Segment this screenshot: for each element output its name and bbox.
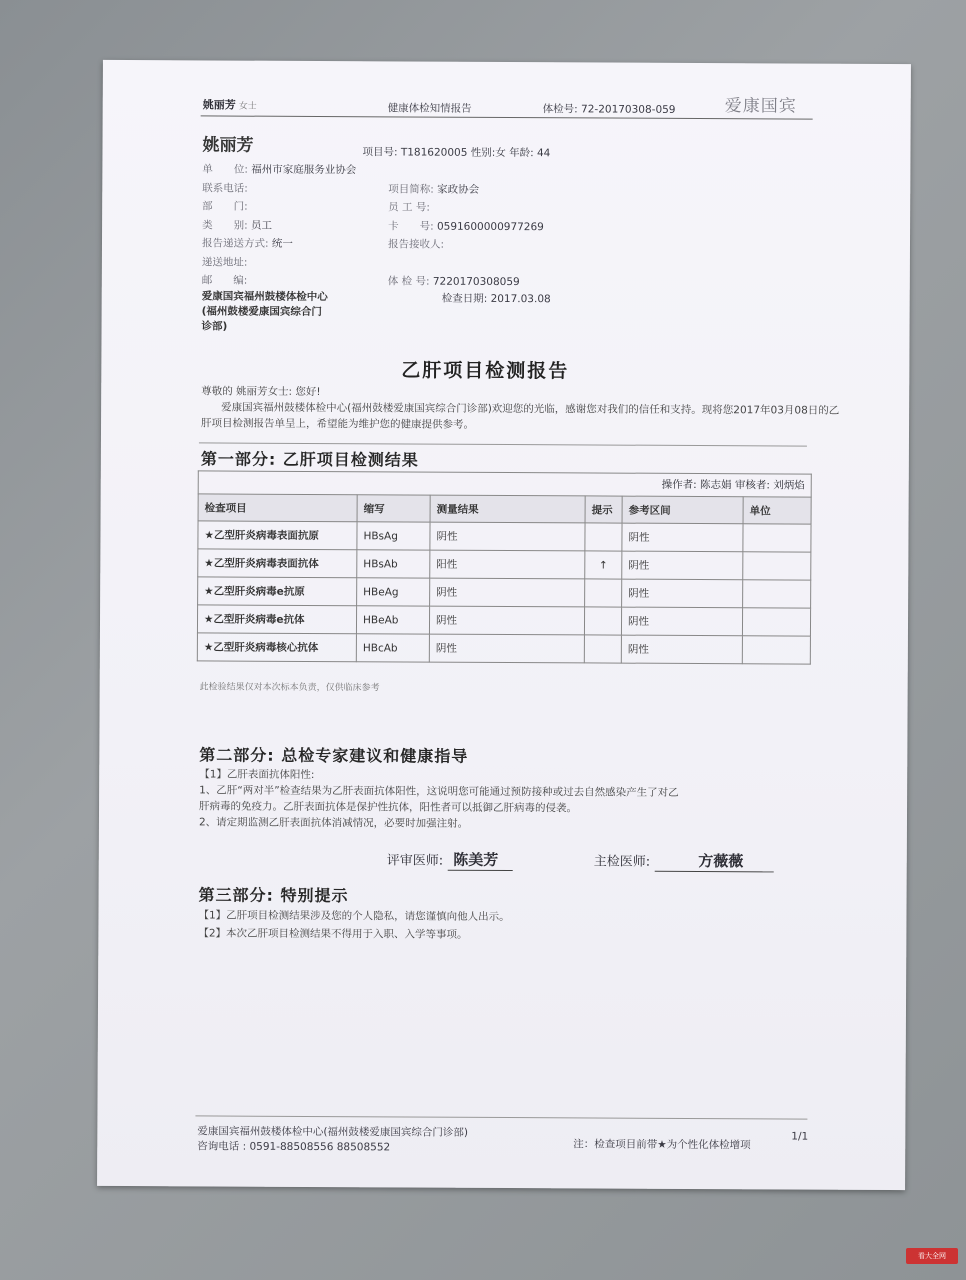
- chief-signature: [594, 849, 774, 872]
- lab-disclaimer: 此检验结果仅对本次标本负责，仅供临床参考: [199, 682, 380, 694]
- info-value: 7220170308059: [432, 275, 520, 289]
- col-unit: 单位: [743, 497, 811, 524]
- report-paper: [97, 60, 911, 1190]
- info-label: 报告递送方式:: [201, 237, 269, 250]
- col-abbr: 缩写: [357, 495, 430, 522]
- note-line: 【1】乙肝项目检测结果涉及您的个人隐私，请您谨慎向他人出示。: [198, 909, 510, 924]
- reviewer-signature: [387, 848, 513, 871]
- part2-heading: 第二部分: 总检专家建议和健康指导: [199, 745, 469, 766]
- part3-notes: [198, 906, 509, 944]
- info-label: 部 门:: [202, 200, 248, 213]
- info-right-field: [388, 199, 430, 214]
- result-cell-unit: [742, 636, 810, 664]
- info-right-field: [388, 181, 479, 196]
- advice-line: 【1】乙肝表面抗体阳性:: [199, 768, 315, 782]
- result-row: [198, 549, 811, 580]
- reviewer-label: 评审医师:: [386, 853, 444, 869]
- info-label: 报告接收人:: [387, 238, 445, 251]
- part3-heading: 第三部分: 特别提示: [198, 885, 349, 906]
- result-cell-ref: 阴性: [621, 607, 742, 636]
- result-cell-item: ★乙型肝炎病毒核心抗体: [197, 633, 356, 662]
- info-label: 邮 编:: [201, 274, 248, 287]
- project-line: 项目号: T181620005 性别:女 年龄: 44: [362, 146, 551, 160]
- footer-note: 注：检查项目前带★为个性化体检增项: [573, 1138, 751, 1152]
- result-cell-hint: [584, 635, 621, 663]
- info-value: 0591600000977269: [436, 220, 544, 233]
- result-cell-abbr: HBsAg: [357, 522, 430, 550]
- result-cell-abbr: HBeAg: [357, 578, 430, 606]
- result-cell-item: ★乙型肝炎病毒e抗原: [198, 577, 357, 606]
- result-cell-result: 阴性: [430, 578, 585, 607]
- operator-line: 操作者: 陈志娟 审核者: 刘炳焰: [198, 470, 812, 496]
- col-ref: 参考区间: [622, 496, 743, 524]
- header-exam-no: 体检号: 72-20170308-059: [542, 103, 676, 116]
- info-value: 福州市家庭服务业协会: [251, 163, 357, 177]
- advice-line: 2、请定期监测乙肝表面抗体消减情况，必要时加强注射。: [198, 816, 469, 830]
- info-left-field: [202, 272, 248, 287]
- result-cell-unit: [743, 524, 811, 552]
- result-row: [197, 633, 810, 664]
- info-value: 统一: [271, 237, 293, 250]
- info-label: 卡 号:: [388, 219, 434, 233]
- header-rule: [201, 115, 813, 119]
- info-right-field: [388, 218, 544, 234]
- exam-date: 检查日期: 2017.03.08: [441, 292, 551, 306]
- result-cell-item: ★乙型肝炎病毒e抗体: [197, 605, 356, 634]
- result-cell-unit: [743, 552, 811, 580]
- brand-logo-text: 爱康国宾: [724, 96, 797, 117]
- result-cell-abbr: HBeAb: [356, 606, 429, 634]
- info-left-field: [202, 161, 356, 177]
- result-row: [197, 605, 810, 636]
- result-cell-unit: [743, 580, 811, 608]
- result-row: [198, 521, 811, 552]
- result-cell-ref: 阴性: [622, 579, 743, 608]
- result-cell-result: 阴性: [429, 606, 584, 635]
- results-table: [197, 493, 812, 664]
- header-patient-name: 姚丽芳 女士: [202, 98, 257, 112]
- info-left-field: [202, 235, 293, 250]
- patient-name: 姚丽芳: [202, 135, 254, 156]
- info-value: 家政协会: [437, 183, 480, 196]
- info-left-field: [202, 180, 248, 195]
- results-table-wrap: [197, 470, 812, 664]
- note-line: 【2】本次乙肝项目检测结果不得用于入职、入学等事项。: [198, 927, 468, 941]
- col-result: 测量结果: [430, 495, 585, 523]
- info-label: 员 工 号:: [388, 201, 430, 214]
- part1-heading: 第一部分: 乙肝项目检测结果: [200, 449, 419, 470]
- info-label: 项目简称:: [388, 182, 434, 196]
- watermark-badge: 看大全网: [906, 1248, 958, 1264]
- page-number: 1/1: [791, 1130, 809, 1143]
- col-hint: 提示: [585, 496, 622, 523]
- info-right-field: [388, 236, 444, 251]
- part2-advice: [199, 766, 679, 833]
- result-cell-abbr: HBcAb: [356, 634, 429, 662]
- info-label: 类 别:: [202, 218, 248, 232]
- chief-label: 主检医师:: [593, 854, 651, 870]
- result-cell-result: 阴性: [429, 634, 584, 663]
- footer-rule: [195, 1115, 807, 1119]
- info-label: 联系电话:: [202, 181, 248, 195]
- results-header-row: [198, 494, 811, 524]
- intro-paragraph: 爱康国宾福州鼓楼体检中心(福州鼓楼爱康国宾综合门诊部)欢迎您的光临，感谢您对我们的信任和支持。现将您2017年03月08日的乙肝项目检测报告单呈上，希望能为维护您的健康提供参考。: [201, 401, 840, 431]
- result-cell-result: 阴性: [430, 522, 585, 551]
- result-cell-hint: [585, 579, 622, 607]
- info-left-field: [202, 217, 272, 232]
- result-cell-hint: [584, 607, 621, 635]
- result-cell-abbr: HBsAb: [357, 550, 430, 578]
- greeting: 尊敬的 姚丽芳女士: 您好!: [201, 385, 321, 399]
- result-row: [198, 577, 811, 608]
- result-cell-item: ★乙型肝炎病毒表面抗体: [198, 549, 357, 578]
- info-value: 员工: [250, 219, 273, 232]
- info-label: 体 检 号:: [387, 275, 430, 288]
- info-left-field: [202, 198, 248, 213]
- report-title: 乙肝项目检测报告: [401, 359, 570, 383]
- col-item: 检查项目: [198, 494, 357, 522]
- result-cell-ref: 阴性: [621, 635, 742, 664]
- footer-center: 爱康国宾福州鼓楼体检中心(福州鼓楼爱康国宾综合门诊部): [197, 1125, 469, 1139]
- result-cell-unit: [742, 608, 810, 636]
- result-cell-result: 阳性: [430, 550, 585, 579]
- reviewer-name: 陈美芳: [447, 849, 512, 871]
- chief-name: 方薇薇: [654, 850, 773, 873]
- advice-line: 1、乙肝“两对半”检查结果为乙肝表面抗体阳性，这说明您可能通过预防接种或过去自然感染产生了对乙: [199, 784, 679, 799]
- header-report-kind: 健康体检知情报告: [387, 102, 472, 115]
- result-cell-hint: ↑: [585, 551, 622, 579]
- info-right-field: [388, 273, 520, 289]
- result-cell-hint: [585, 523, 622, 551]
- info-label: 递送地址:: [201, 255, 248, 269]
- footer-phone: 咨询电话 : 0591-88508556 88508552: [197, 1140, 391, 1154]
- exam-center: 爱康国宾福州鼓楼体检中心 (福州鼓楼爱康国宾综合门 诊部): [201, 290, 328, 333]
- result-cell-ref: 阴性: [622, 523, 743, 552]
- result-cell-ref: 阴性: [622, 551, 743, 580]
- info-left-field: [202, 254, 248, 269]
- result-cell-item: ★乙型肝炎病毒表面抗原: [198, 521, 357, 550]
- advice-line: 肝病毒的免疫力。乙肝表面抗体是保护性抗体，阳性者可以抵御乙肝病毒的侵袭。: [199, 800, 578, 815]
- info-label: 单 位:: [202, 163, 248, 176]
